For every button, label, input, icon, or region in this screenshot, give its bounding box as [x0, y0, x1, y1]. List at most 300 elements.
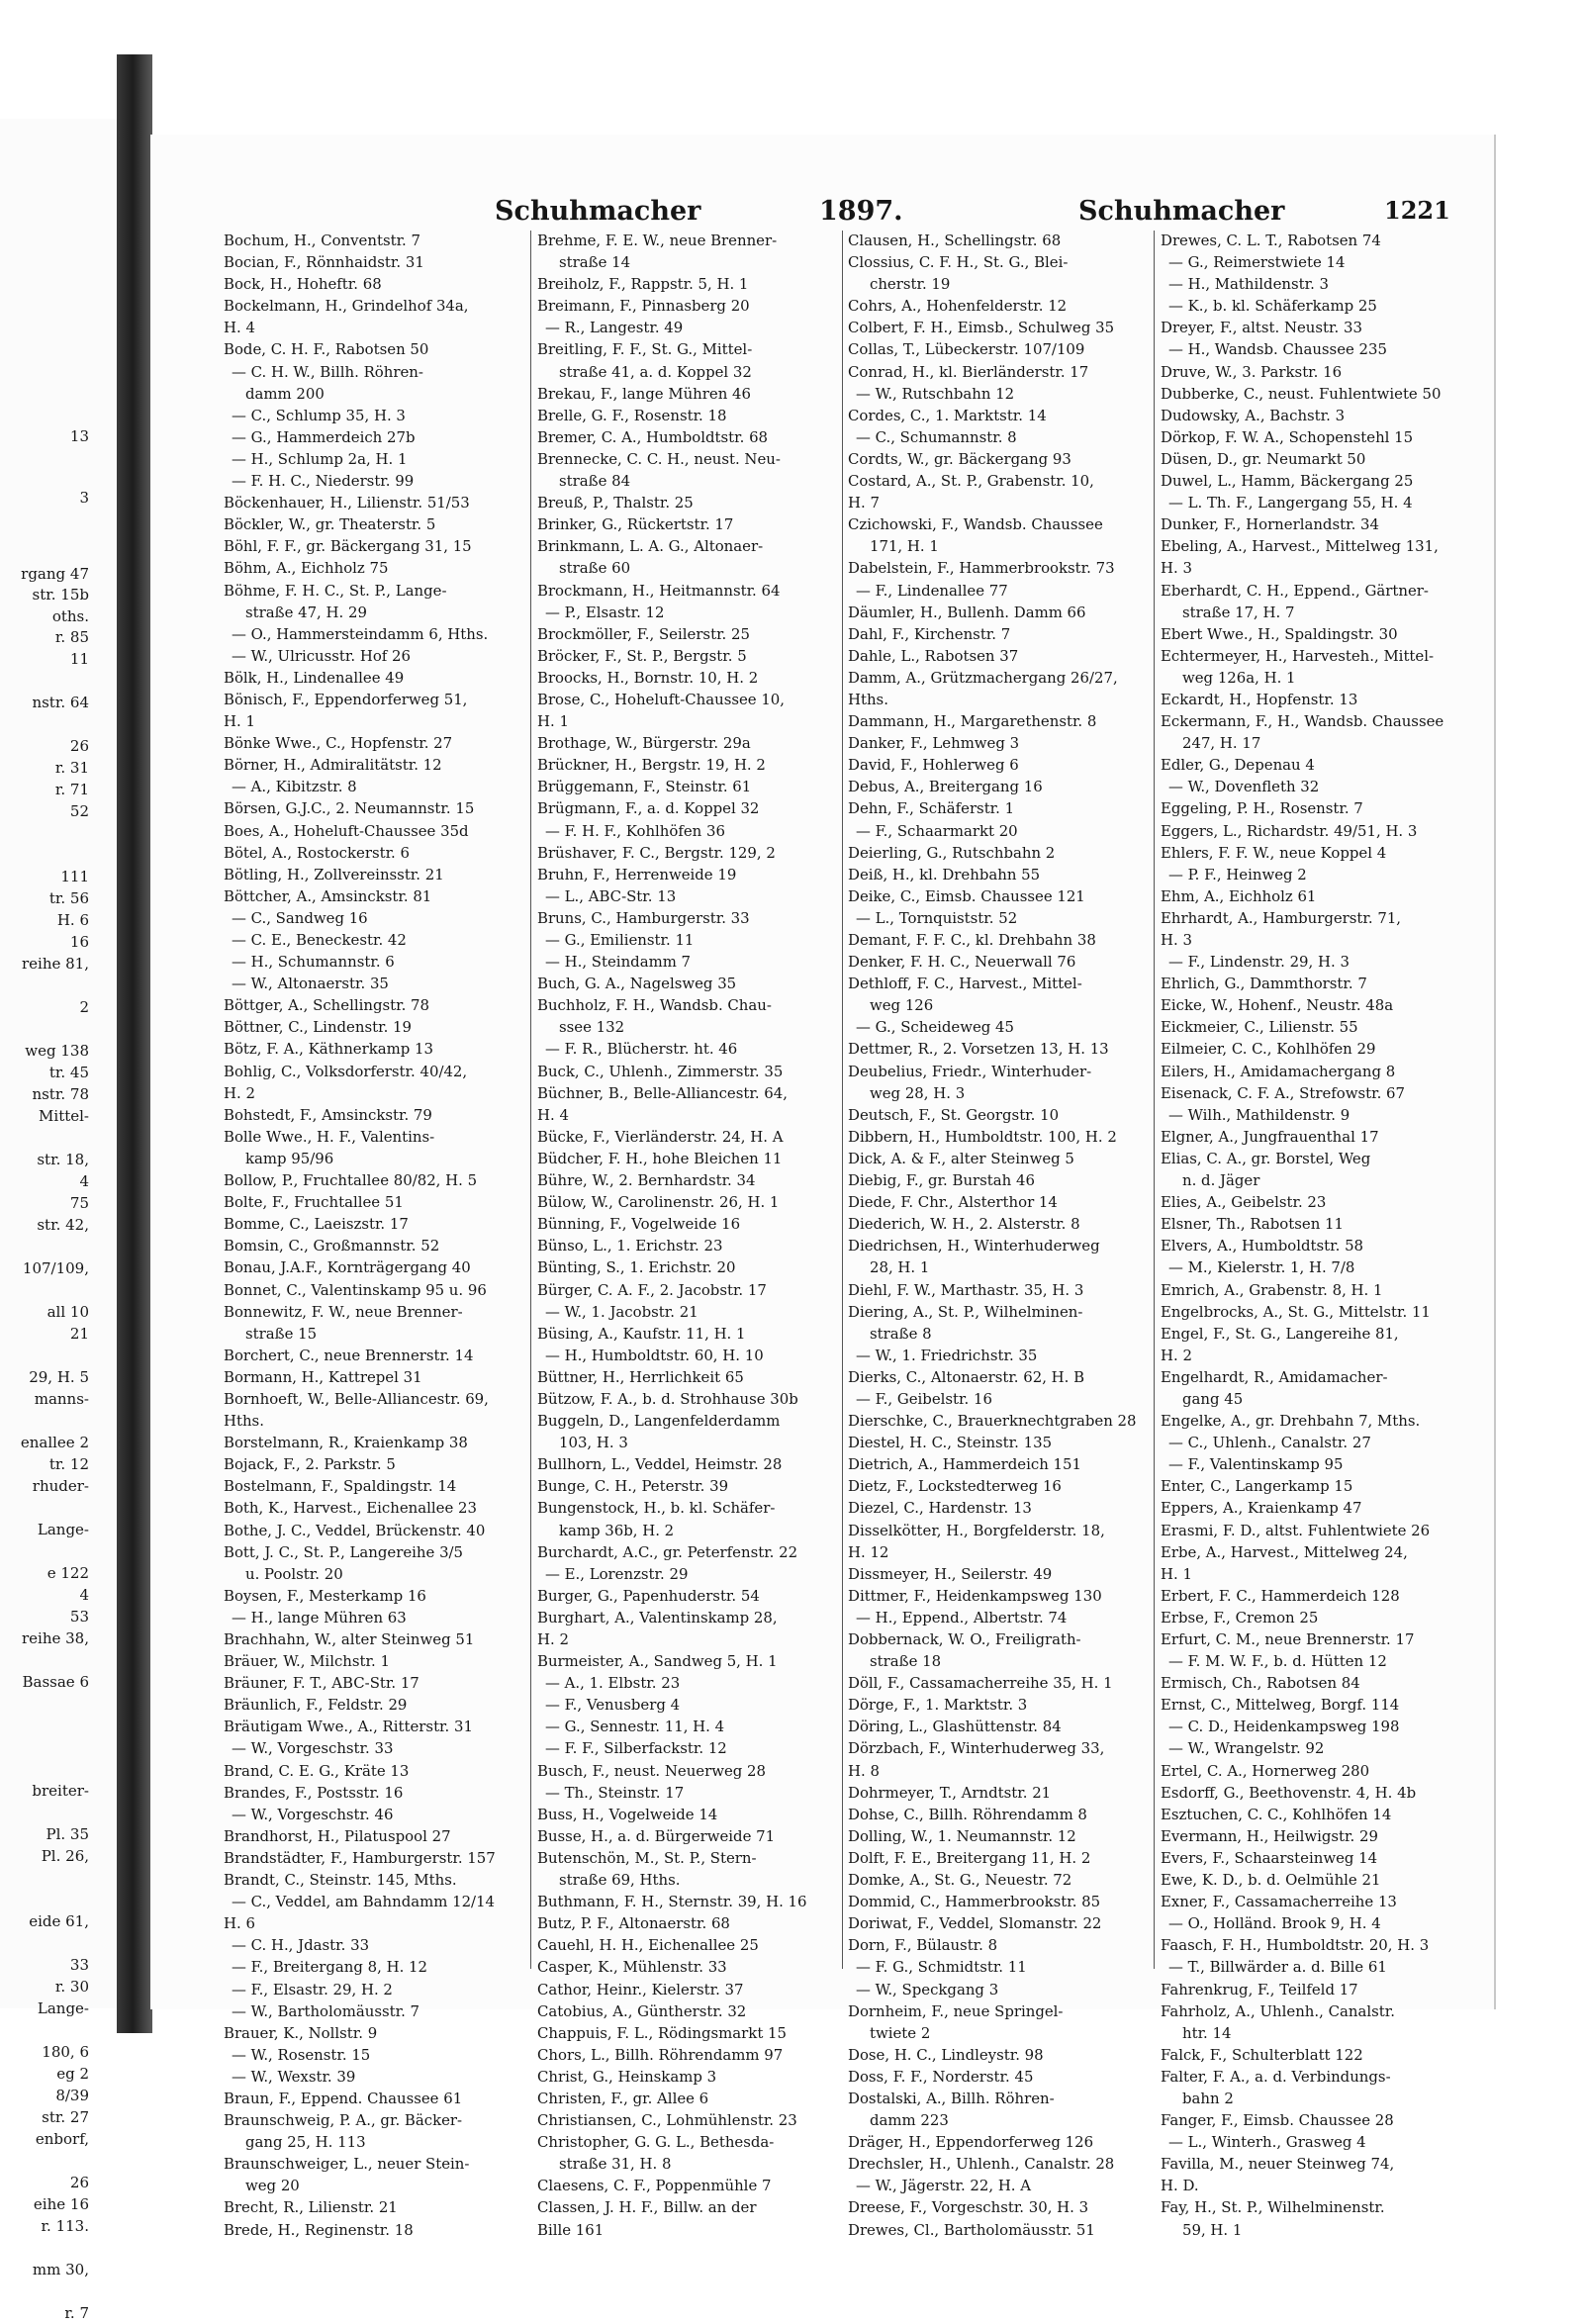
left-page-fragment: mm 30,	[32, 2261, 89, 2278]
directory-entry: Börner, H., Admiralitätstr. 12	[224, 756, 442, 775]
directory-entry: Bräunlich, F., Feldstr. 29	[224, 1696, 408, 1715]
directory-entry: Büsing, A., Kaufstr. 11, H. 1	[537, 1324, 746, 1343]
directory-entry: — H., Schlump 2a, H. 1	[232, 449, 408, 468]
left-page-fragment: 4	[79, 1172, 89, 1190]
directory-entry: — C. H. W., Billh. Röhren-	[232, 362, 423, 381]
directory-entry: Classen, J. H. F., Billw. an der	[537, 2198, 757, 2217]
directory-entry: — O., Holländ. Brook 9, H. 4	[1168, 1914, 1381, 1933]
directory-entry: Böhm, A., Eichholz 75	[224, 559, 389, 578]
directory-entry: Bock, H., Hoheftr. 68	[224, 275, 382, 294]
directory-entry: gang 25, H. 113	[245, 2133, 366, 2152]
directory-entry: Dreese, F., Vorgeschstr. 30, H. 3	[848, 2198, 1089, 2217]
left-page-fragment: rhuder-	[32, 1477, 89, 1495]
directory-entry: Fahrholz, A., Uhlenh., Canalstr.	[1161, 2001, 1395, 2020]
directory-entry: Busch, F., neust. Neuerweg 28	[537, 1761, 766, 1780]
left-page-fragment: 29, H. 5	[29, 1368, 89, 1386]
directory-entry: — W., 1. Friedrichstr. 35	[856, 1346, 1038, 1364]
directory-entry: Bostelmann, F., Spaldingstr. 14	[224, 1477, 457, 1496]
directory-entry: — C. E., Beneckestr. 42	[232, 931, 407, 949]
directory-entry: 59, H. 1	[1182, 2220, 1243, 2239]
left-page-fragment: tr. 12	[48, 1455, 89, 1473]
left-page-fragment: str. 27	[42, 2108, 89, 2126]
directory-entry: straße 17, H. 7	[1182, 603, 1295, 621]
directory-entry: Bott, J. C., St. P., Langereihe 3/5	[224, 1542, 464, 1561]
directory-entry: Dräger, H., Eppendorferweg 126	[848, 2133, 1094, 2152]
directory-column-1	[224, 230, 523, 2241]
directory-entry: Bräuner, F. T., ABC-Str. 17	[224, 1674, 419, 1693]
directory-entry: Böckler, W., gr. Theaterstr. 5	[224, 515, 436, 534]
directory-entry: Buthmann, F. H., Sternstr. 39, H. 16	[537, 1893, 807, 1911]
directory-entry: weg 126	[870, 996, 934, 1015]
left-page-fragment: Pl. 35	[46, 1825, 89, 1843]
directory-entry: Disselkötter, H., Borgfelderstr. 18,	[848, 1521, 1105, 1539]
directory-entry: Bünting, S., 1. Erichstr. 20	[537, 1258, 736, 1277]
directory-entry: Bühre, W., 2. Bernhardstr. 34	[537, 1171, 756, 1190]
directory-entry: — W., Jägerstr. 22, H. A	[856, 2177, 1032, 2195]
directory-entry: H. 1	[224, 712, 255, 731]
left-page-fragment: enborf,	[35, 2130, 89, 2148]
directory-entry: Diederich, W. H., 2. Alsterstr. 8	[848, 1215, 1080, 1234]
directory-entry: — A., Kibitzstr. 8	[232, 778, 357, 796]
directory-entry: Erbe, A., Harvest., Mittelweg 24,	[1161, 1542, 1408, 1561]
directory-entry: — H., Wandsb. Chaussee 235	[1168, 340, 1387, 359]
directory-entry: Diering, A., St. P., Wilhelminen-	[848, 1302, 1083, 1321]
directory-entry: Bolte, F., Fruchtallee 51	[224, 1193, 404, 1212]
directory-entry: — W., Vorgeschstr. 33	[232, 1739, 394, 1758]
directory-entry: Bönisch, F., Eppendorferweg 51,	[224, 690, 468, 708]
left-page-fragment: tr. 56	[48, 889, 89, 907]
directory-entry: — W., Rosenstr. 15	[232, 2045, 371, 2064]
directory-entry: Boes, A., Hoheluft-Chaussee 35d	[224, 821, 469, 840]
directory-entry: Buch, G. A., Nagelsweg 35	[537, 975, 737, 993]
directory-entry: — C., Sandweg 16	[232, 908, 368, 927]
directory-entry: Duwel, L., Hamm, Bäckergang 25	[1161, 472, 1414, 491]
directory-entry: Böhl, F. F., gr. Bäckergang 31, 15	[224, 537, 472, 556]
directory-entry: Busse, H., a. d. Bürgerweide 71	[537, 1826, 776, 1845]
directory-entry: Burchardt, A.C., gr. Peterfenstr. 22	[537, 1542, 798, 1561]
directory-entry: — Th., Steinstr. 17	[545, 1783, 685, 1802]
directory-entry: — F. H. C., Niederstr. 99	[232, 472, 415, 491]
directory-entry: Dunker, F., Hornerlandstr. 34	[1161, 515, 1379, 534]
left-page-fragment: str. 18,	[37, 1151, 89, 1168]
directory-entry: H. 3	[1161, 559, 1192, 578]
directory-entry: Erbert, F. C., Hammerdeich 128	[1161, 1586, 1400, 1605]
directory-entry: Dreyer, F., altst. Neustr. 33	[1161, 319, 1362, 337]
directory-entry: — R., Langestr. 49	[545, 319, 684, 337]
directory-entry: Brüggemann, F., Steinstr. 61	[537, 778, 752, 796]
directory-entry: — W., Wexstr. 39	[232, 2067, 356, 2086]
left-page-fragment: all 10	[47, 1303, 89, 1321]
directory-entry: — W., Rutschbahn 12	[856, 384, 1015, 403]
directory-entry: Dörzbach, F., Winterhuderweg 33,	[848, 1739, 1105, 1758]
directory-entry: Elvers, A., Humboldtstr. 58	[1161, 1237, 1364, 1255]
directory-entry: — Wilh., Mathildenstr. 9	[1168, 1105, 1350, 1124]
directory-entry: — H., Eppend., Albertstr. 74	[856, 1608, 1068, 1627]
left-page-fragment: 180, 6	[42, 2043, 89, 2061]
directory-entry: Chors, L., Billh. Röhrendamm 97	[537, 2045, 784, 2064]
left-page-fragment: 13	[69, 427, 89, 445]
directory-entry: Drechsler, H., Uhlenh., Canalstr. 28	[848, 2155, 1115, 2174]
directory-entry: Bode, C. H. F., Rabotsen 50	[224, 340, 429, 359]
directory-entry: — W., Altonaerstr. 35	[232, 975, 389, 993]
directory-entry: u. Poolstr. 20	[245, 1564, 343, 1583]
directory-entry: Bolle Wwe., H. F., Valentins-	[224, 1127, 435, 1146]
directory-entry: Brose, C., Hoheluft-Chaussee 10,	[537, 690, 786, 708]
directory-entry: Dittmer, F., Heidenkampsweg 130	[848, 1586, 1102, 1605]
directory-entry: Eicke, W., Hohenf., Neustr. 48a	[1161, 996, 1394, 1015]
directory-entry: Evers, F., Schaarsteinweg 14	[1161, 1848, 1378, 1867]
directory-entry: Diestel, H. C., Steinstr. 135	[848, 1434, 1053, 1452]
directory-entry: Dornheim, F., neue Springel-	[848, 2001, 1064, 2020]
directory-entry: — P. F., Heinweg 2	[1168, 865, 1307, 883]
directory-entry: Brandes, F., Postsstr. 16	[224, 1783, 404, 1802]
directory-entry: — K., b. kl. Schäferkamp 25	[1168, 297, 1377, 316]
directory-entry: Dobbernack, W. O., Freiligrath-	[848, 1630, 1081, 1648]
directory-entry: Eggers, L., Richardstr. 49/51, H. 3	[1161, 821, 1418, 840]
directory-entry: bahn 2	[1182, 2089, 1234, 2107]
directory-entry: Brede, H., Reginenstr. 18	[224, 2220, 414, 2239]
page-number: 1221	[1384, 196, 1450, 225]
directory-entry: 28, H. 1	[870, 1258, 930, 1277]
directory-entry: straße 8	[870, 1324, 932, 1343]
directory-entry: Christopher, G. G. L., Bethesda-	[537, 2133, 775, 2152]
directory-entry: H. 1	[537, 712, 569, 731]
directory-entry: — W., Speckgang 3	[856, 1980, 999, 1999]
directory-entry: Bröcker, F., St. P., Bergstr. 5	[537, 646, 747, 665]
directory-entry: Börsen, G.J.C., 2. Neumannstr. 15	[224, 799, 475, 818]
directory-entry: — C. H., Jdastr. 33	[232, 1936, 370, 1955]
directory-entry: Bomsin, C., Großmannstr. 52	[224, 1237, 440, 1255]
directory-entry: Brehme, F. E. W., neue Brenner-	[537, 232, 778, 249]
directory-entry: Broocks, H., Bornstr. 10, H. 2	[537, 668, 759, 687]
directory-entry: Bönke Wwe., C., Hopfenstr. 27	[224, 734, 453, 753]
directory-entry: Dietrich, A., Hammerdeich 151	[848, 1455, 1081, 1474]
directory-entry: Diezel, C., Hardenstr. 13	[848, 1499, 1032, 1518]
directory-entry: — L., Tornquiststr. 52	[856, 908, 1018, 927]
left-page-fragment: r. 71	[54, 781, 89, 798]
directory-entry: — H., Mathildenstr. 3	[1168, 275, 1330, 294]
directory-entry: Faasch, F. H., Humboldtstr. 20, H. 3	[1161, 1936, 1430, 1955]
directory-entry: H. 1	[1161, 1564, 1192, 1583]
directory-entry: — W., Bartholomäusstr. 7	[232, 2001, 420, 2020]
directory-entry: Braunschweiger, L., neuer Stein-	[224, 2155, 470, 2174]
directory-entry: Bochum, H., Conventstr. 7	[224, 232, 420, 249]
directory-entry: Butenschön, M., St. P., Stern-	[537, 1848, 757, 1867]
directory-entry: Döll, F., Cassamacherreihe 35, H. 1	[848, 1674, 1113, 1693]
directory-entry: Buss, H., Vogelweide 14	[537, 1805, 718, 1823]
directory-entry: Brand, C. E. G., Kräte 13	[224, 1761, 410, 1780]
directory-entry: Braunschweig, P. A., gr. Bäcker-	[224, 2111, 463, 2130]
left-page-fragment: eihe 16	[33, 2195, 89, 2213]
directory-entry: Brinker, G., Rückertstr. 17	[537, 515, 734, 534]
directory-entry: Dubberke, C., neust. Fuhlentwiete 50	[1161, 384, 1442, 403]
directory-entry: — L. Th. F., Langergang 55, H. 4	[1168, 494, 1413, 512]
directory-entry: Engelhardt, R., Amidamacher-	[1161, 1367, 1388, 1386]
directory-entry: Bunge, C. H., Peterstr. 39	[537, 1477, 729, 1496]
left-page-fragment: breiter-	[32, 1782, 89, 1800]
directory-entry: Brecht, R., Lilienstr. 21	[224, 2198, 398, 2217]
directory-entry: H. 8	[848, 1761, 880, 1780]
directory-entry: Burmeister, A., Sandweg 5, H. 1	[537, 1652, 778, 1671]
directory-entry: Brennecke, C. C. H., neust. Neu-	[537, 449, 781, 468]
directory-entry: Doriwat, F., Veddel, Slomanstr. 22	[848, 1914, 1102, 1933]
left-page-fragment: r. 7	[64, 2304, 89, 2322]
column-rule	[1154, 231, 1155, 1969]
directory-entry: — F. F., Silberfackstr. 12	[545, 1739, 727, 1758]
left-page-fragment: 33	[69, 1956, 89, 1974]
directory-entry: Chappuis, F. L., Rödingsmarkt 15	[537, 2023, 787, 2042]
left-page-fragment: r. 85	[54, 628, 89, 646]
directory-entry: Eberhardt, C. H., Eppend., Gärtner-	[1161, 581, 1429, 600]
directory-entry: Clausen, H., Schellingstr. 68	[848, 232, 1062, 249]
directory-entry: Düsen, D., gr. Neumarkt 50	[1161, 449, 1366, 468]
directory-entry: Döring, L., Glashüttenstr. 84	[848, 1718, 1062, 1736]
year-label: 1897.	[819, 196, 903, 227]
directory-entry: weg 28, H. 3	[870, 1083, 966, 1102]
directory-entry: — W., Wrangelstr. 92	[1168, 1739, 1325, 1758]
left-page-fragment: 4	[79, 1586, 89, 1604]
directory-entry: Ehm, A., Eichholz 61	[1161, 886, 1317, 905]
directory-entry: cherstr. 19	[870, 275, 951, 294]
directory-entry: Doss, F. F., Norderstr. 45	[848, 2067, 1034, 2086]
directory-entry: — L., Winterh., Grasweg 4	[1168, 2133, 1366, 2152]
directory-entry: H. D.	[1161, 2177, 1199, 2195]
directory-entry: — F. R., Blücherstr. ht. 46	[545, 1040, 738, 1059]
directory-entry: H. 7	[848, 494, 880, 512]
directory-entry: — F., Valentinskamp 95	[1168, 1455, 1344, 1474]
directory-entry: Böhme, F. H. C., St. P., Lange-	[224, 581, 447, 600]
directory-entry: kamp 36b, H. 2	[559, 1521, 675, 1539]
directory-entry: Dolling, W., 1. Neumannstr. 12	[848, 1826, 1076, 1845]
left-page-fragment: manns-	[34, 1390, 89, 1408]
directory-entry: Bungenstock, H., b. kl. Schäfer-	[537, 1499, 776, 1518]
left-page-fragment: 111	[60, 868, 89, 885]
directory-entry: H. 4	[224, 319, 255, 337]
directory-entry: H. 2	[224, 1083, 255, 1102]
directory-entry: Bomme, C., Laeiszstr. 17	[224, 1215, 409, 1234]
left-page-fragment: reihe 81,	[21, 955, 89, 973]
directory-entry: Dettmer, R., 2. Vorsetzen 13, H. 13	[848, 1040, 1109, 1059]
directory-entry: Edler, G., Depenau 4	[1161, 756, 1315, 775]
directory-entry: Cordts, W., gr. Bäckergang 93	[848, 449, 1071, 468]
directory-entry: Erasmi, F. D., altst. Fuhlentwiete 26	[1161, 1521, 1431, 1539]
directory-entry: Dammann, H., Margarethenstr. 8	[848, 712, 1097, 731]
directory-entry: Ebert Wwe., H., Spaldingstr. 30	[1161, 624, 1398, 643]
left-page-fragment: rgang 47	[21, 565, 89, 583]
directory-entry: H. 6	[224, 1914, 255, 1933]
directory-entry: — F., Schaarmarkt 20	[856, 821, 1018, 840]
directory-entry: Breimann, F., Pinnasberg 20	[537, 297, 750, 316]
directory-entry: Deiß, H., kl. Drehbahn 55	[848, 865, 1041, 883]
directory-entry: Böttger, A., Schellingstr. 78	[224, 996, 429, 1015]
directory-entry: Dierschke, C., Brauerknechtgraben 28	[848, 1412, 1137, 1431]
directory-entry: Elgner, A., Jungfrauenthal 17	[1161, 1127, 1379, 1146]
directory-entry: Czichowski, F., Wandsb. Chaussee	[848, 515, 1103, 534]
directory-entry: Ehrlich, G., Dammthorstr. 7	[1161, 975, 1367, 993]
left-page-fragment: 3	[79, 489, 89, 507]
directory-entry: Däumler, H., Bullenh. Damm 66	[848, 603, 1086, 621]
left-page-fragment: eg 2	[56, 2065, 89, 2083]
directory-entry: Dietz, F., Lockstedterweg 16	[848, 1477, 1062, 1496]
directory-entry: Brinkmann, L. A. G., Altonaer-	[537, 537, 764, 556]
directory-entry: Casper, K., Mühlenstr. 33	[537, 1958, 727, 1977]
directory-entry: Deierling, G., Rutschbahn 2	[848, 843, 1056, 862]
directory-entry: Bullhorn, L., Veddel, Heimstr. 28	[537, 1455, 783, 1474]
directory-entry: damm 223	[870, 2111, 949, 2130]
directory-entry: Dissmeyer, H., Seilerstr. 49	[848, 1564, 1053, 1583]
directory-entry: H. 2	[537, 1630, 569, 1648]
left-page-fragment: reihe 38,	[21, 1629, 89, 1647]
directory-entry: htr. 14	[1182, 2023, 1232, 2042]
directory-entry: Dahle, L., Rabotsen 37	[848, 646, 1019, 665]
left-page-fragment: 26	[69, 2174, 89, 2191]
directory-entry: Brandhorst, H., Pilatuspool 27	[224, 1826, 451, 1845]
directory-entry: kamp 95/96	[245, 1149, 334, 1167]
directory-entry: Bornhoeft, W., Belle-Alliancestr. 69,	[224, 1389, 489, 1408]
directory-entry: Dohrmeyer, T., Arndtstr. 21	[848, 1783, 1052, 1802]
directory-entry: 103, H. 3	[559, 1434, 628, 1452]
directory-entry: Breuß, P., Thalstr. 25	[537, 494, 694, 512]
directory-entry: Fay, H., St. P., Wilhelminenstr.	[1161, 2198, 1385, 2217]
directory-entry: Eisenack, C. F. A., Strefowstr. 67	[1161, 1083, 1406, 1102]
directory-entry: Bojack, F., 2. Parkstr. 5	[224, 1455, 396, 1474]
directory-entry: Bollow, P., Fruchtallee 80/82, H. 5	[224, 1171, 478, 1190]
directory-entry: — F., Geibelstr. 16	[856, 1389, 992, 1408]
directory-entry: Böttcher, A., Amsinckstr. 81	[224, 886, 432, 905]
directory-entry: Boysen, F., Mesterkamp 16	[224, 1586, 426, 1605]
directory-entry: Bohstedt, F., Amsinckstr. 79	[224, 1105, 432, 1124]
directory-column-3	[848, 230, 1147, 2241]
directory-entry: Bruhn, F., Herrenweide 19	[537, 865, 737, 883]
left-page-fragment: Bassae 6	[22, 1673, 89, 1691]
left-page-fragment: r. 31	[54, 759, 89, 777]
directory-entry: Bocian, F., Rönnhaidstr. 31	[224, 253, 424, 272]
directory-entry: Buck, C., Uhlenh., Zimmerstr. 35	[537, 1062, 784, 1080]
directory-entry: Deubelius, Friedr., Winterhuder-	[848, 1062, 1092, 1080]
left-page-fragment: 16	[69, 933, 89, 951]
directory-entry: Brockmann, H., Heitmannstr. 64	[537, 581, 781, 600]
directory-entry: Elies, A., Geibelstr. 23	[1161, 1193, 1327, 1212]
directory-entry: — W., Ulricusstr. Hof 26	[232, 646, 412, 665]
directory-entry: Bürger, C. A. F., 2. Jacobstr. 17	[537, 1280, 767, 1299]
book-gutter	[117, 54, 152, 2033]
directory-entry: Bützow, F. A., b. d. Strohhause 30b	[537, 1389, 798, 1408]
directory-entry: Braun, F., Eppend. Chaussee 61	[224, 2089, 463, 2107]
directory-entry: Dierks, C., Altonaerstr. 62, H. B	[848, 1367, 1085, 1386]
directory-entry: Deutsch, F., St. Georgstr. 10	[848, 1105, 1060, 1124]
left-page-fragment: tr. 45	[48, 1064, 89, 1081]
directory-entry: — F., Lindenstr. 29, H. 3	[1168, 953, 1350, 972]
directory-entry: — C., Schumannstr. 8	[856, 427, 1017, 446]
directory-entry: Diehl, F. W., Marthastr. 35, H. 3	[848, 1280, 1084, 1299]
directory-entry: Brückner, H., Bergstr. 19, H. 2	[537, 756, 766, 775]
directory-entry: weg 126a, H. 1	[1182, 668, 1296, 687]
left-page-fragment: Lange-	[37, 1521, 89, 1538]
directory-entry: — F. G., Schmidtstr. 11	[856, 1958, 1027, 1977]
directory-entry: Engelbrocks, A., St. G., Mittelstr. 11	[1161, 1302, 1431, 1321]
directory-entry: Eickmeier, C., Lilienstr. 55	[1161, 1018, 1358, 1037]
directory-entry: Dabelstein, F., Hammerbrookstr. 73	[848, 559, 1115, 578]
directory-entry: Demant, F. F. C., kl. Drehbahn 38	[848, 931, 1096, 949]
directory-entry: straße 47, H. 29	[245, 603, 367, 621]
directory-entry: Ehrhardt, A., Hamburgerstr. 71,	[1161, 908, 1402, 927]
directory-entry: Bockelmann, H., Grindelhof 34a,	[224, 297, 469, 316]
directory-entry: — G., Scheideweg 45	[856, 1018, 1015, 1037]
directory-entry: — A., 1. Elbstr. 23	[545, 1674, 681, 1693]
directory-entry: Elias, C. A., gr. Borstel, Weg	[1161, 1149, 1371, 1167]
directory-entry: — O., Hammersteindamm 6, Hths.	[232, 624, 489, 643]
directory-entry: Falck, F., Schulterblatt 122	[1161, 2045, 1363, 2064]
directory-entry: — G., Hammerdeich 27b	[232, 427, 416, 446]
directory-entry: Bohlig, C., Volksdorferstr. 40/42,	[224, 1062, 468, 1080]
directory-entry: Hths.	[224, 1412, 264, 1431]
left-page-fragment: oths.	[51, 607, 89, 625]
directory-entry: straße 14	[559, 253, 631, 272]
directory-entry: — W., Dovenfleth 32	[1168, 778, 1320, 796]
directory-entry: Breiholz, F., Rappstr. 5, H. 1	[537, 275, 749, 294]
directory-entry: — T., Billwärder a. d. Bille 61	[1168, 1958, 1387, 1977]
directory-entry: Burghart, A., Valentinskamp 28,	[537, 1608, 778, 1627]
directory-entry: — E., Lorenzstr. 29	[545, 1564, 689, 1583]
directory-entry: Bonnet, C., Valentinskamp 95 u. 96	[224, 1280, 487, 1299]
directory-entry: Cohrs, A., Hohenfelderstr. 12	[848, 297, 1068, 316]
directory-entry: Böttner, C., Lindenstr. 19	[224, 1018, 412, 1037]
directory-entry: Claesens, C. F., Poppenmühle 7	[537, 2177, 772, 2195]
directory-entry: Brauer, K., Nollstr. 9	[224, 2023, 378, 2042]
directory-entry: Brügmann, F., a. d. Koppel 32	[537, 799, 760, 818]
directory-column-2	[537, 230, 836, 2241]
directory-entry: Diedrichsen, H., Winterhuderweg	[848, 1237, 1100, 1255]
directory-entry: Danker, F., Lehmweg 3	[848, 734, 1020, 753]
directory-entry: — H., Schumannstr. 6	[232, 953, 395, 972]
directory-entry: — C., Schlump 35, H. 3	[232, 406, 406, 424]
directory-entry: Bruns, C., Hamburgerstr. 33	[537, 908, 750, 927]
directory-entry: Brandstädter, F., Hamburgerstr. 157	[224, 1848, 496, 1867]
directory-entry: Büchner, B., Belle-Alliancestr. 64,	[537, 1083, 788, 1102]
directory-entry: Eckermann, F., H., Wandsb. Chaussee	[1161, 712, 1444, 731]
directory-entry: Drewes, C. L. T., Rabotsen 74	[1161, 232, 1381, 249]
left-page-fragment: r. 113.	[41, 2217, 89, 2235]
running-title-left: Schuhmacher	[495, 196, 701, 227]
left-page-fragment: Lange-	[37, 1999, 89, 2017]
directory-entry: Colbert, F. H., Eimsb., Schulweg 35	[848, 319, 1115, 337]
left-page-fragment: 52	[69, 802, 89, 820]
directory-entry: Hths.	[848, 690, 888, 708]
directory-entry: — C., Veddel, am Bahndamm 12/14	[232, 1893, 496, 1911]
directory-entry: Dohse, C., Billh. Röhrendamm 8	[848, 1805, 1087, 1823]
directory-entry: — F. M. W. F., b. d. Hütten 12	[1168, 1652, 1387, 1671]
directory-entry: Diede, F. Chr., Alsterthor 14	[848, 1193, 1058, 1212]
directory-entry: Both, K., Harvest., Eichenallee 23	[224, 1499, 477, 1518]
directory-entry: Bötz, F. A., Käthnerkamp 13	[224, 1040, 433, 1059]
directory-entry: Dommid, C., Hammerbrookstr. 85	[848, 1893, 1101, 1911]
directory-entry: Bräuer, W., Milchstr. 1	[224, 1652, 390, 1671]
left-page-fragment: 8/39	[55, 2087, 89, 2104]
left-page-fragment: 107/109,	[22, 1259, 89, 1277]
directory-entry: — P., Elsastr. 12	[545, 603, 665, 621]
directory-entry: Ewe, K. D., b. d. Oelmühle 21	[1161, 1871, 1381, 1890]
directory-entry: Bötel, A., Rostockerstr. 6	[224, 843, 410, 862]
directory-entry: Brothage, W., Bürgerstr. 29a	[537, 734, 751, 753]
directory-entry: straße 18	[870, 1652, 942, 1671]
directory-entry: Esztuchen, C. C., Kohlhöfen 14	[1161, 1805, 1392, 1823]
directory-entry: Dostalski, A., Billh. Röhren-	[848, 2089, 1055, 2107]
directory-entry: Bünso, L., 1. Erichstr. 23	[537, 1237, 723, 1255]
directory-entry: Christiansen, C., Lohmühlenstr. 23	[537, 2111, 797, 2130]
directory-entry: — F., Venusberg 4	[545, 1696, 681, 1715]
directory-entry: straße 31, H. 8	[559, 2155, 672, 2174]
left-page-fragment: e 122	[47, 1564, 89, 1582]
